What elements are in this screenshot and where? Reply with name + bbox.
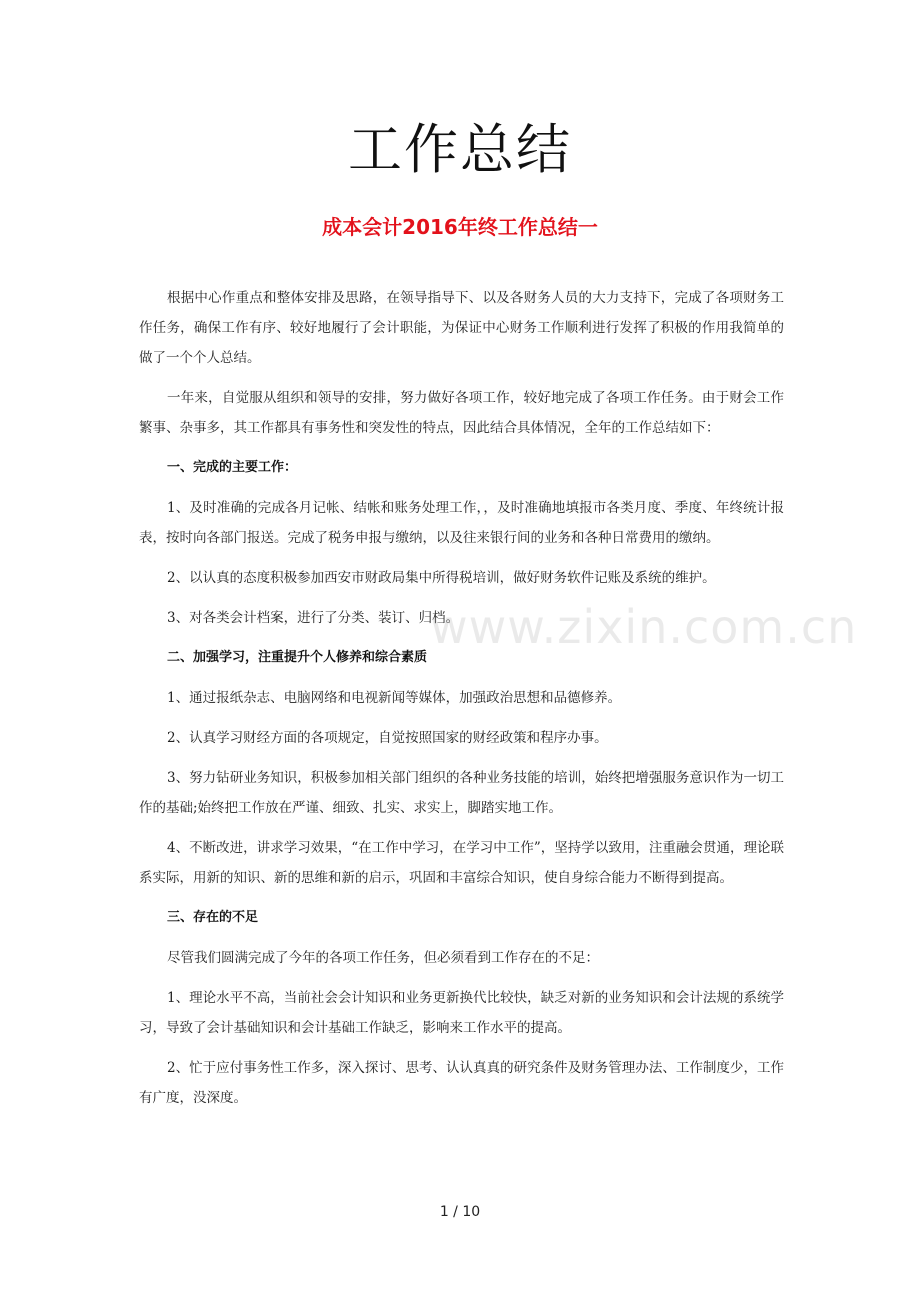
paragraph: 2、认真学习财经方面的各项规定，自觉按照国家的财经政策和程序办事。 — [167, 730, 608, 746]
paragraph: 2、忙于应付事务性工作多，深入探讨、思考、认认真真的研究条件及财务管理办法、工作制度少，工作有广度，没深度。 — [139, 1060, 784, 1106]
watermark: www.zixin.com.cn — [430, 600, 858, 654]
section-heading: 二、加强学习，注重提升个人修养和综合素质 — [167, 650, 428, 665]
paragraph: 根据中心作重点和整体安排及思路，在领导指导下、以及各财务人员的大力支持下，完成了各项财务工作任务，确保工作有序、较好地履行了会计职能，为保证中心财务工作顺利进行发挥了积极的作用我简单的做了一个个人总结。 — [139, 290, 784, 366]
page-number: 1 / 10 — [439, 1204, 481, 1220]
paragraph: 1、理论水平不高，当前社会会计知识和业务更新换代比较快，缺乏对新的业务知识和会计法规的系统学习，导致了会计基础知识和会计基础工作缺乏，影响来工作水平的提高。 — [139, 990, 784, 1036]
paragraph: 1、及时准确的完成各月记帐、结帐和账务处理工作，，及时准确地填报市各类月度、季度、年终统计报表，按时向各部门报送。完成了税务申报与缴纳，以及往来银行间的业务和各种日常费用的缴纳。 — [139, 500, 784, 546]
section-heading: 三、存在的不足 — [167, 910, 259, 925]
section-heading: 一、完成的主要工作： — [167, 460, 298, 475]
paragraph: 4、不断改进，讲求学习效果，“在工作中学习，在学习中工作”，坚持学以致用，注重融会贯通，理论联系实际，用新的知识、新的思维和新的启示，巩固和丰富综合知识，使自身综合能力不断得到提高。 — [139, 840, 784, 886]
paragraph: 2、以认真的态度积极参加西安市财政局集中所得税培训，做好财务软件记账及系统的维护。 — [167, 570, 716, 586]
paragraph: 3、努力钻研业务知识，积极参加相关部门组织的各种业务技能的培训，始终把增强服务意识作为一切工作的基础;始终把工作放在严谨、细致、扎实、求实上，脚踏实地工作。 — [139, 770, 784, 816]
document-body — [139, 283, 784, 1123]
paragraph: 一年来，自觉服从组织和领导的安排，努力做好各项工作，较好地完成了各项工作任务。由于财会工作繁事、杂事多，其工作都具有事务性和突发性的特点，因此结合具体情况，全年的工作总结如下： — [139, 390, 784, 436]
paragraph: 1、通过报纸杂志、电脑网络和电视新闻等媒体，加强政治思想和品德修养。 — [167, 690, 622, 706]
page-title: 工作总结 — [348, 118, 572, 181]
paragraph: 3、对各类会计档案，进行了分类、装订、归档。 — [167, 610, 460, 626]
document-subtitle: 成本会计2016年终工作总结一 — [322, 215, 598, 239]
paragraph: 尽管我们圆满完成了今年的各项工作任务，但必须看到工作存在的不足： — [167, 950, 599, 966]
